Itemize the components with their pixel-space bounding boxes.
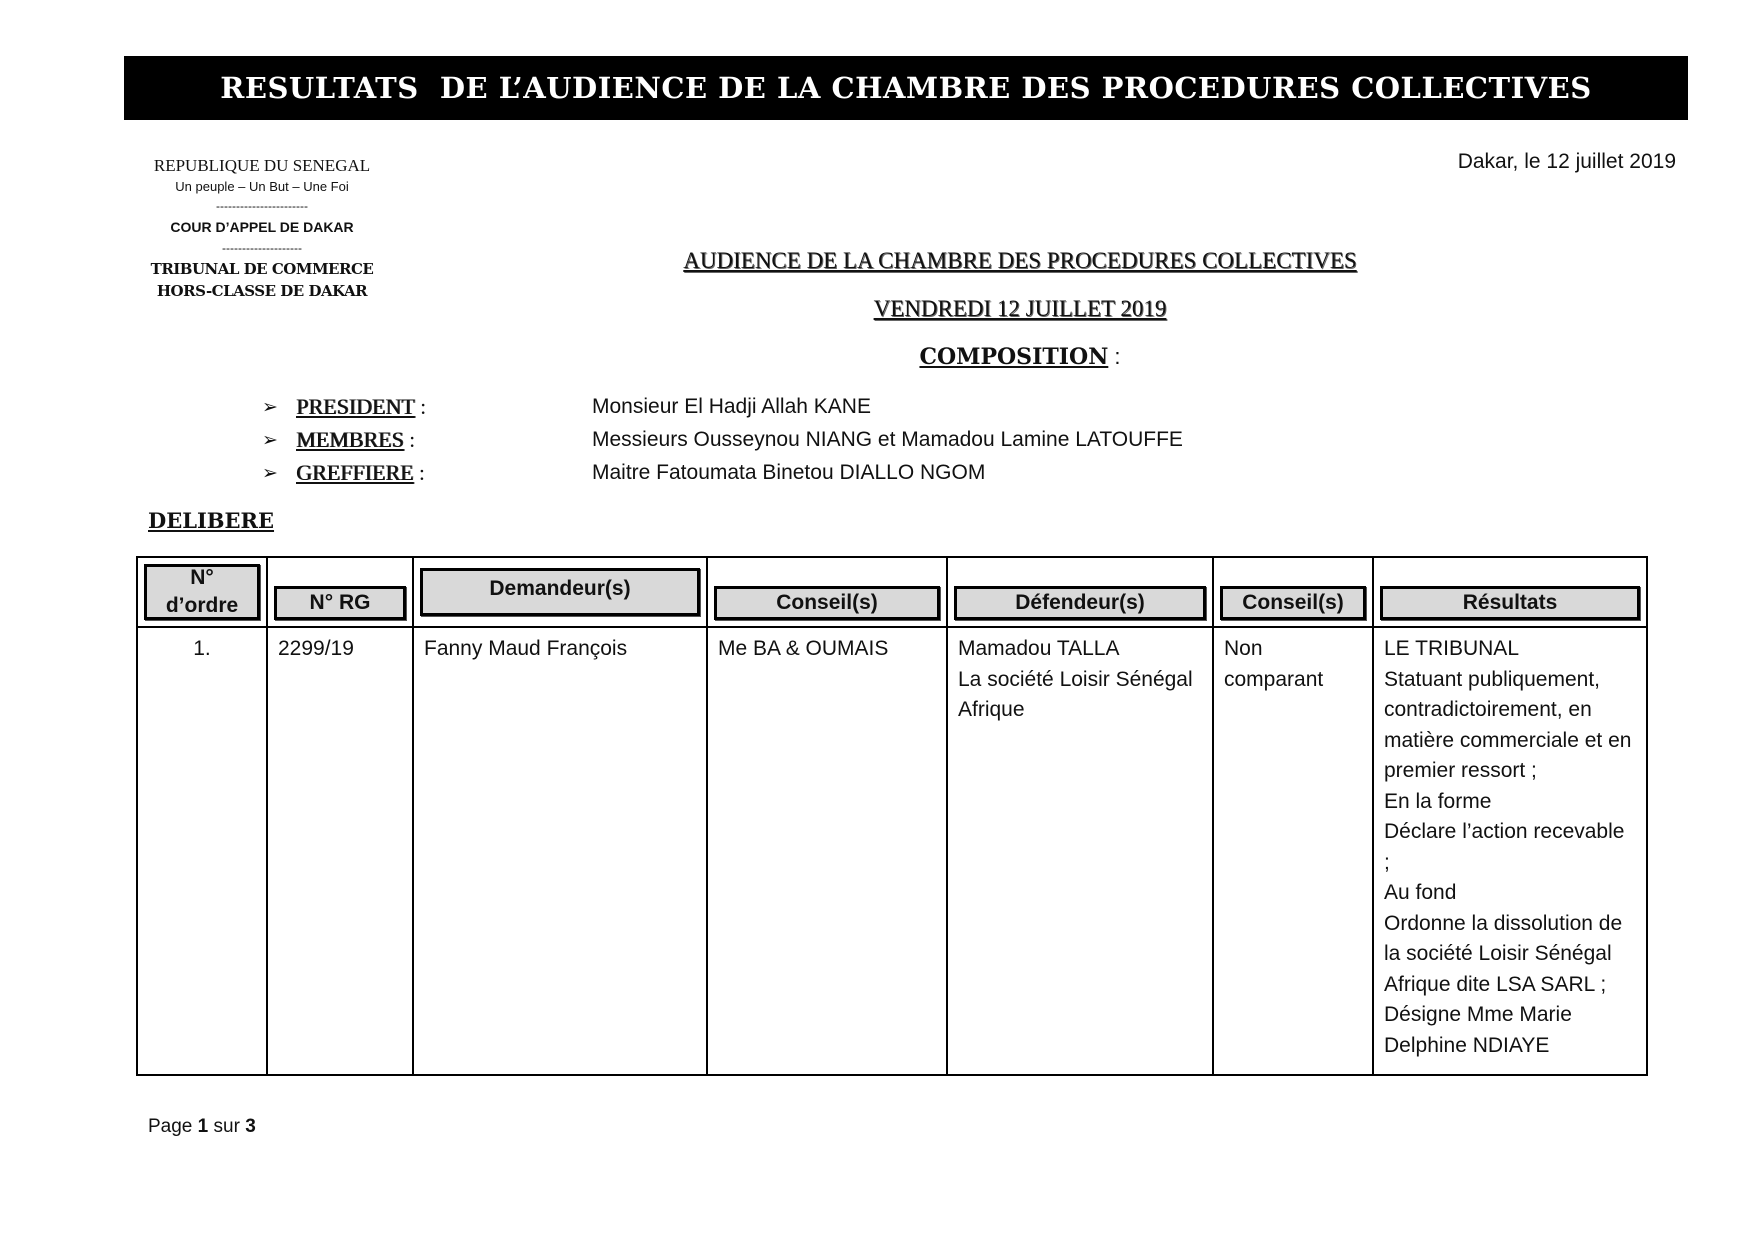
page-total: 3	[245, 1116, 256, 1137]
defendeur-line: Mamadou TALLA	[958, 637, 1120, 660]
header-demandeur: Demandeur(s)	[420, 568, 700, 616]
defendeur-line: La société Loisir Sénégal Afrique	[958, 667, 1193, 721]
composition-label: COMPOSITION	[919, 344, 1109, 370]
header-cell-rg	[267, 557, 413, 627]
document-date: Dakar, le 12 juillet 2019	[1457, 150, 1676, 173]
composition-item-membres	[262, 425, 1183, 455]
header-defendeur: Défendeur(s)	[954, 586, 1206, 620]
page-number	[148, 1116, 256, 1138]
composition-item-greffiere	[262, 458, 985, 488]
role-label: PRESIDENT	[296, 394, 415, 419]
resultat-line: En la forme	[1384, 789, 1492, 813]
header-cell-conseil-defendeur	[1213, 557, 1373, 627]
header-cell-defendeur	[947, 557, 1213, 627]
court-name: COUR D’APPEL DE DAKAR	[170, 219, 354, 235]
page-prefix: Page	[148, 1116, 198, 1137]
resultat-line: Déclare l’action recevable ;	[1384, 820, 1625, 874]
role-colon: :	[403, 427, 416, 452]
resultat-line: LE TRIBUNAL	[1384, 637, 1519, 660]
member-name: Monsieur El Hadji Allah KANE	[592, 395, 871, 418]
role-colon: :	[414, 394, 427, 419]
role-label: GREFFIERE	[296, 460, 414, 485]
composition-colon: :	[1108, 344, 1121, 369]
table-row	[137, 627, 1647, 1075]
tribunal-name-line2: HORS-CLASSE DE DAKAR	[156, 282, 368, 300]
role-label: MEMBRES	[296, 427, 404, 452]
national-motto: Un peuple – Un But – Une Foi	[175, 179, 349, 194]
header-ordre-line2: d’ordre	[165, 594, 239, 617]
section-heading-delibere: DELIBERE	[148, 508, 275, 533]
cell-demandeur: Fanny Maud François	[413, 627, 707, 1075]
court-letterhead	[122, 154, 402, 302]
role-colon: :	[413, 460, 425, 485]
hearing-title: AUDIENCE DE LA CHAMBRE DES PROCEDURES COLLECTIVES	[683, 248, 1357, 273]
header-ordre	[144, 564, 260, 620]
cell-conseil: Me BA & OUMAIS	[707, 627, 947, 1075]
tribunal-name-line1: TRIBUNAL DE COMMERCE	[150, 260, 374, 278]
member-name: Messieurs Ousseynou NIANG et Mamadou Lamine LATOUFFE	[592, 428, 1183, 451]
page-mid: sur	[208, 1116, 246, 1137]
header-cell-conseil	[707, 557, 947, 627]
header-cell-demandeur	[413, 557, 707, 627]
republic-name: REPUBLIQUE DU SENEGAL	[153, 156, 371, 175]
arrow-bullet-icon: ➢	[262, 396, 278, 418]
cell-defendeur	[947, 627, 1213, 1075]
header-cell-ordre	[137, 557, 267, 627]
results-table	[136, 556, 1648, 1076]
arrow-bullet-icon: ➢	[262, 462, 278, 484]
page-current: 1	[197, 1116, 209, 1137]
arrow-bullet-icon: ➢	[262, 429, 278, 451]
cell-rg: 2299/19	[267, 627, 413, 1075]
cell-ordre: 1.	[137, 627, 267, 1075]
header-ordre-line1: N°	[190, 566, 214, 589]
header-resultats: Résultats	[1380, 586, 1640, 620]
header-conseil: Conseil(s)	[714, 586, 940, 620]
cell-resultats	[1373, 627, 1647, 1075]
resultat-line: Désigne Mme Marie Delphine NDIAYE	[1384, 1003, 1572, 1057]
header-rg: N° RG	[274, 586, 406, 620]
header-cell-resultats	[1373, 557, 1647, 627]
resultat-line: Ordonne la dissolution de la société Loisir Sénégal Afrique dite LSA SARL ;	[1384, 911, 1623, 996]
separator: -----------------------	[216, 199, 308, 213]
composition-heading	[600, 344, 1440, 370]
cell-conseil-defendeur: Non comparant	[1213, 627, 1373, 1075]
composition-item-president	[262, 392, 871, 422]
header-conseil-defendeur: Conseil(s)	[1220, 586, 1366, 620]
resultat-line: Au fond	[1384, 881, 1457, 904]
table-header-row	[137, 557, 1647, 627]
hearing-day: VENDREDI 12 JUILLET 2019	[873, 296, 1167, 321]
member-name: Maitre Fatoumata Binetou DIALLO NGOM	[592, 461, 986, 484]
separator: --------------------	[222, 241, 302, 255]
page-banner: RESULTATS DE L’AUDIENCE DE LA CHAMBRE DES PROCEDURES COLLECTIVES	[124, 56, 1688, 120]
resultat-line: Statuant publiquement, contradictoirement, en matière commerciale et en premier ressort ;	[1384, 667, 1632, 782]
